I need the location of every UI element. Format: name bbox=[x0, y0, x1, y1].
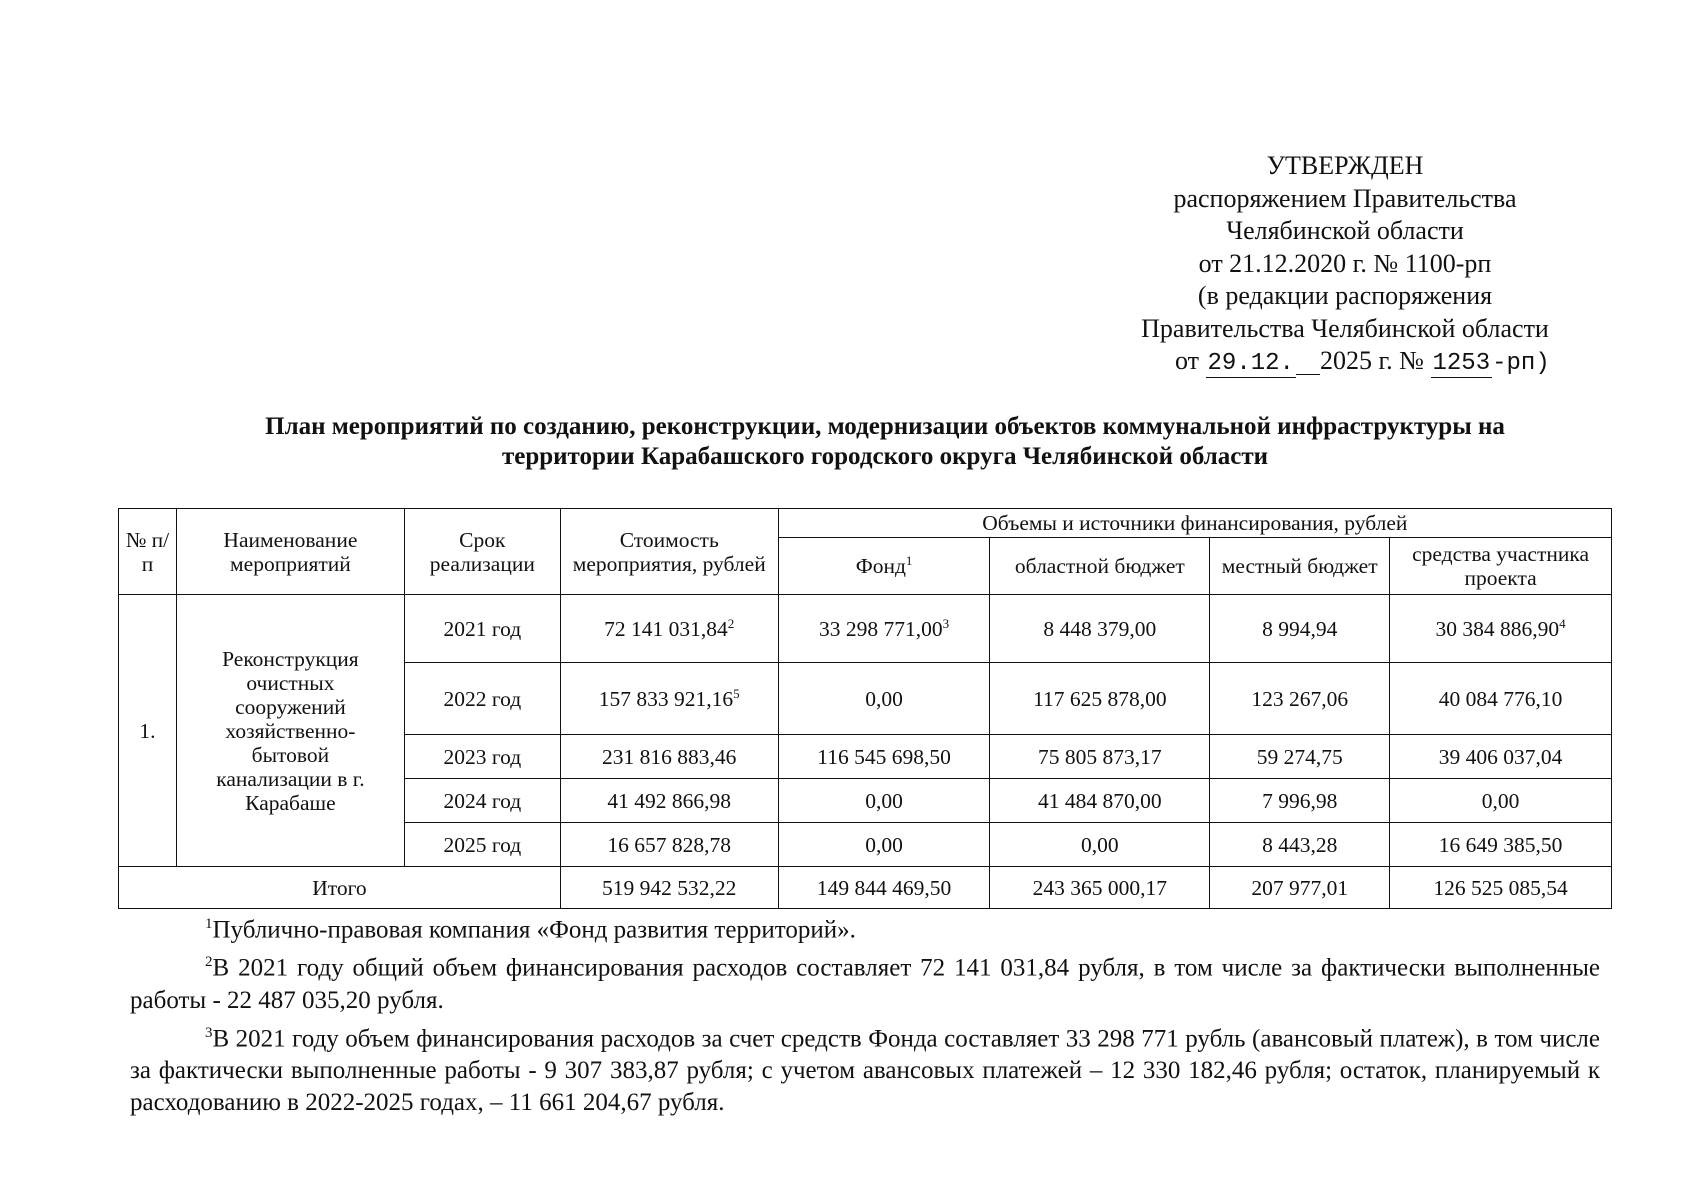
row-number: 1. bbox=[119, 595, 177, 867]
title-line: территории Карабашского городского округа Челябинской области bbox=[501, 443, 1269, 470]
footnote-mark: 2 bbox=[205, 954, 213, 971]
footnote-mark: 3 bbox=[205, 1024, 213, 1041]
cell-year: 2021 год bbox=[404, 595, 560, 663]
cell-cost: 16 657 828,78 bbox=[560, 823, 778, 867]
header-regional: областной бюджет bbox=[990, 538, 1210, 595]
footnote-mark: 1 bbox=[905, 552, 913, 568]
footnote: $^1$Публично-правовая компания «Фонд развития территорий». bbox=[205, 916, 856, 944]
total-participant: 126 525 085,54 bbox=[1390, 867, 1612, 909]
header-name: Наименование мероприятий bbox=[176, 509, 404, 595]
footnote: $^3$В 2021 году объем финансирования расходов за счет средств Фонда составляет 33 298 771 рубль (авансовый платеж), в том числе за фактически выполненные работы - 9 307 383,87 рубля; с учетом авансовых платежей – 12 330 182,46 рубля; остаток, планируемый к расходованию в 2022-2025 годах, – 11 661 204,67 рубля. bbox=[130, 1024, 1600, 1116]
approval-block bbox=[1095, 150, 1595, 381]
cell-fund: 33 298 771,00$^3$ bbox=[778, 595, 990, 663]
approval-line: (в редакции распоряжения bbox=[1197, 281, 1493, 310]
cell-participant: 16 649 385,50 bbox=[1390, 823, 1612, 867]
cell-regional: 117 625 878,00 bbox=[990, 663, 1210, 735]
approval-revision-line bbox=[1095, 345, 1595, 381]
cell-participant: 40 084 776,10 bbox=[1390, 663, 1612, 735]
approval-heading: УТВЕРЖДЕН bbox=[1266, 151, 1424, 180]
cell-cost: 157 833 921,16$^5$ bbox=[560, 663, 778, 735]
cell-local: 7 996,98 bbox=[1210, 779, 1390, 823]
total-regional: 243 365 000,17 bbox=[990, 867, 1210, 909]
cell-local: 59 274,75 bbox=[1210, 735, 1390, 779]
cell-year: 2024 год bbox=[404, 779, 560, 823]
footnotes bbox=[130, 908, 1600, 1119]
approval-line: Челябинской области bbox=[1226, 216, 1464, 245]
total-label: Итого bbox=[119, 867, 561, 909]
approval-year: 2025 г. № bbox=[1319, 346, 1424, 375]
total-fund: 149 844 469,50 bbox=[778, 867, 990, 909]
total-cost: 519 942 532,22 bbox=[560, 867, 778, 909]
approval-line: от 21.12.2020 г. № 1100-рп bbox=[1198, 248, 1492, 278]
header-participant: средства участника проекта bbox=[1390, 538, 1612, 595]
cell-regional: 0,00 bbox=[990, 823, 1210, 867]
header-cost: Стоимость мероприятия, рублей bbox=[560, 509, 778, 595]
cell-participant: 30 384 886,90$^4$ bbox=[1390, 595, 1612, 663]
table-row bbox=[119, 595, 1612, 663]
header-term: Срок реализации bbox=[404, 509, 560, 595]
approval-line: Правительства Челябинской области bbox=[1141, 313, 1549, 343]
cell-regional: 75 805 873,17 bbox=[990, 735, 1210, 779]
footnote-mark: 1 bbox=[205, 916, 213, 932]
cell-year: 2022 год bbox=[404, 663, 560, 735]
approval-number: 1253 bbox=[1432, 350, 1491, 377]
cell-regional: 8 448 379,00 bbox=[990, 595, 1210, 663]
cell-participant: 0,00 bbox=[1390, 779, 1612, 823]
header-local: местный бюджет bbox=[1210, 538, 1390, 595]
total-row bbox=[119, 867, 1612, 909]
cell-cost: 41 492 866,98 bbox=[560, 779, 778, 823]
cell-local: 123 267,06 bbox=[1210, 663, 1390, 735]
approval-date: 29.12. bbox=[1207, 350, 1294, 377]
total-local: 207 977,01 bbox=[1210, 867, 1390, 909]
cell-participant: 39 406 037,04 bbox=[1390, 735, 1612, 779]
title-line: План мероприятий по созданию, реконструкции, модернизации объектов коммунальной инфраструктуры на bbox=[265, 413, 1505, 440]
approval-prefix: от bbox=[1175, 346, 1200, 375]
plan-table bbox=[118, 508, 1612, 909]
cell-year: 2025 год bbox=[404, 823, 560, 867]
cell-fund: 116 545 698,50 bbox=[778, 735, 990, 779]
header-fund: Фонд$^1$ bbox=[778, 538, 990, 595]
cell-local: 8 994,94 bbox=[1210, 595, 1390, 663]
cell-year: 2023 год bbox=[404, 735, 560, 779]
approval-line: распоряжением Правительства bbox=[1173, 183, 1517, 213]
cell-regional: 41 484 870,00 bbox=[990, 779, 1210, 823]
cell-fund: 0,00 bbox=[778, 663, 990, 735]
row-event-name: Реконструкция очистных сооружений хозяйственно-бытовой канализации в г. Карабаше bbox=[176, 595, 404, 867]
cell-fund: 0,00 bbox=[778, 779, 990, 823]
approval-suffix: -рп) bbox=[1492, 350, 1550, 377]
header-num: № п/п bbox=[119, 509, 177, 595]
cell-cost: 231 816 883,46 bbox=[560, 735, 778, 779]
footnote: $^2$В 2021 году общий объем финансирования расходов составляет 72 141 031,84 рубля, в том числе за фактически выполненные работы - 22 487 035,20 рубля. bbox=[130, 954, 1600, 1014]
cell-fund: 0,00 bbox=[778, 823, 990, 867]
cell-cost: 72 141 031,84$^2$ bbox=[560, 595, 778, 663]
cell-local: 8 443,28 bbox=[1210, 823, 1390, 867]
document-title bbox=[130, 412, 1640, 472]
header-funding-group: Объемы и источники финансирования, рублей bbox=[778, 509, 1611, 538]
